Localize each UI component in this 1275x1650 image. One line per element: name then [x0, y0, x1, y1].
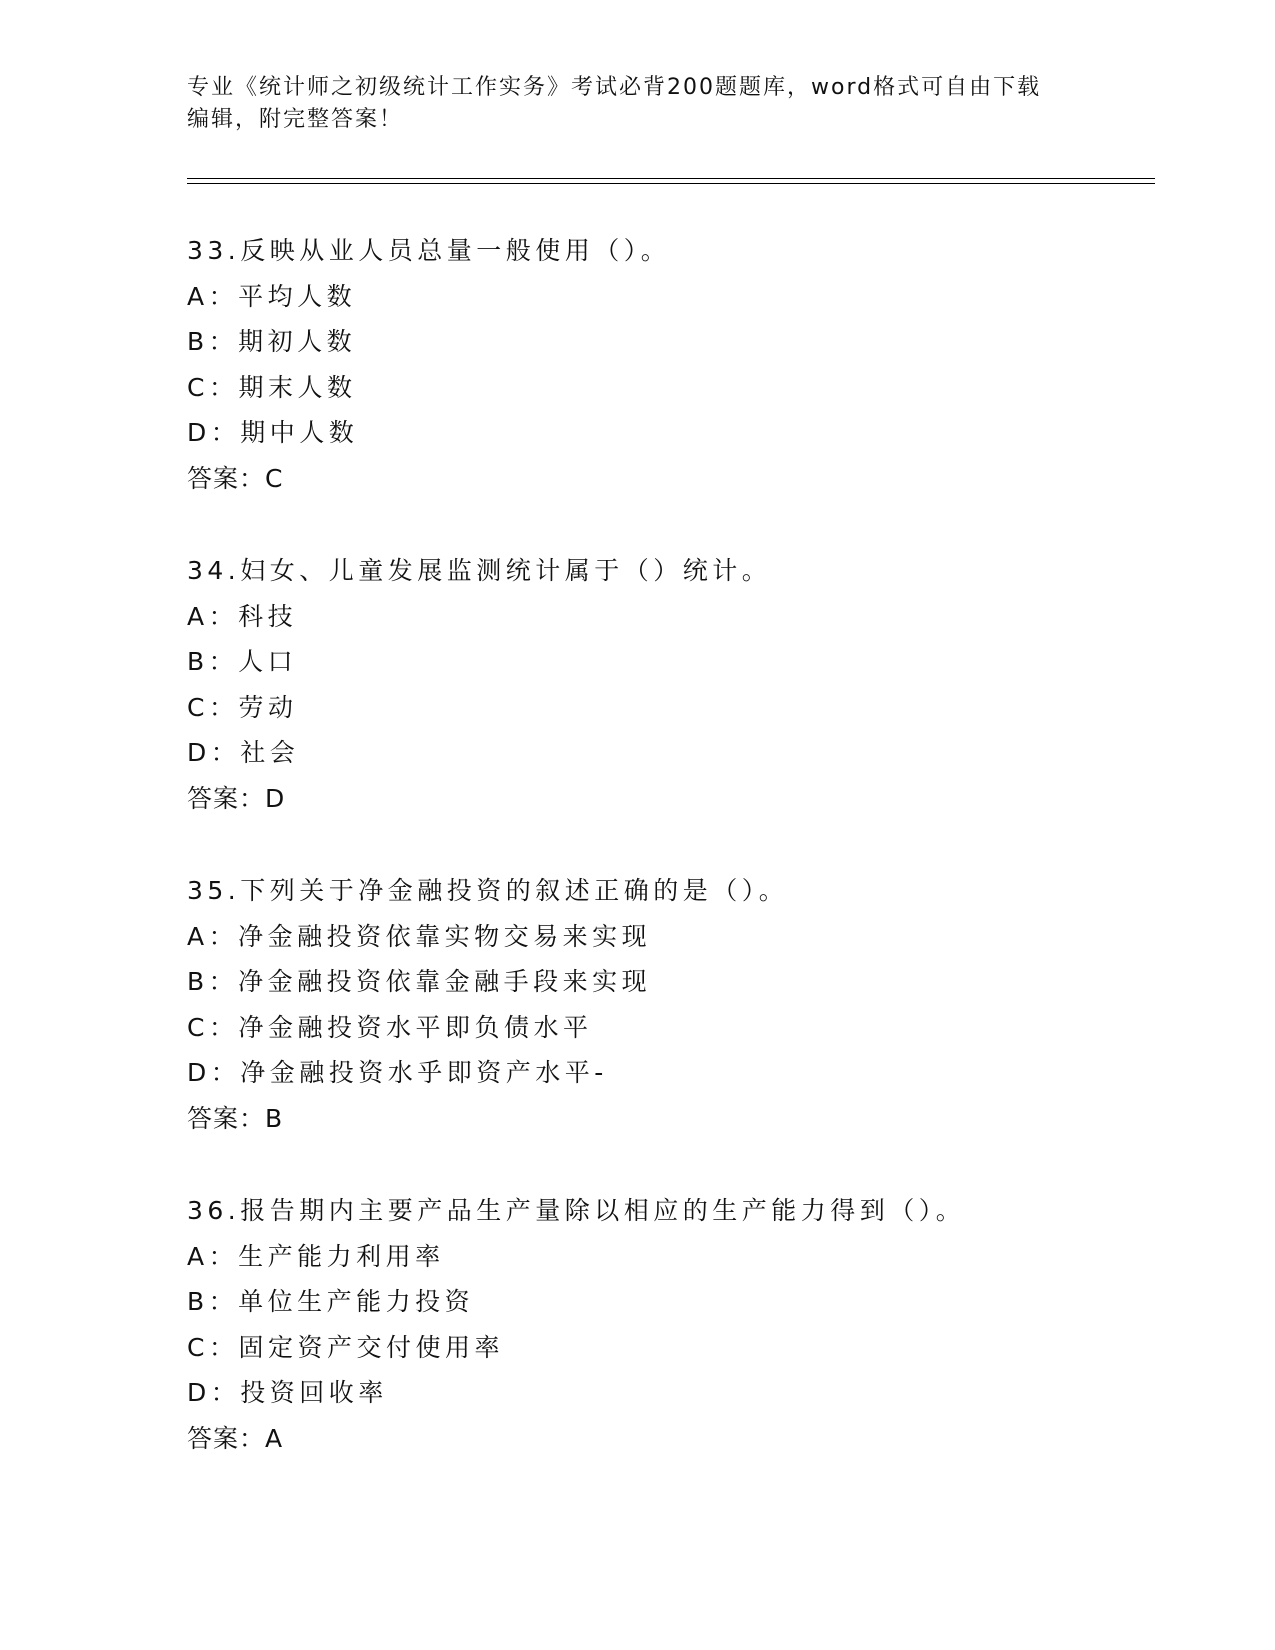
option-d: D：期中人数 [187, 418, 359, 447]
option-a: A：净金融投资依靠实物交易来实现 [187, 921, 652, 951]
header-divider-bottom [187, 183, 1155, 184]
option-b: B：期初人数 [187, 327, 357, 356]
question-34 [187, 548, 1147, 821]
answer-line: 答案：B [187, 1103, 284, 1133]
document-header [187, 72, 1087, 136]
option-a: A：科技 [187, 601, 298, 631]
option-a: A：生产能力利用率 [187, 1241, 445, 1271]
answer-line: 答案：C [187, 463, 284, 493]
option-d: D：社会 [187, 738, 300, 767]
header-divider-top [187, 178, 1155, 179]
option-b: B：人口 [187, 647, 298, 676]
question-stem: 34.妇女、儿童发展监测统计属于（）统计。 [187, 556, 772, 585]
option-c: C：劳动 [187, 692, 298, 722]
header-line-1: 专业《统计师之初级统计工作实务》考试必背200题题库，word格式可自由下载 [187, 75, 1042, 100]
option-c: C：净金融投资水平即负债水平 [187, 1012, 593, 1042]
question-35 [187, 868, 1147, 1141]
question-36 [187, 1188, 1147, 1461]
option-a: A：平均人数 [187, 281, 357, 311]
answer-line: 答案：D [187, 783, 286, 813]
option-c: C：期末人数 [187, 372, 357, 402]
option-d: D：投资回收率 [187, 1378, 388, 1407]
option-d: D：净金融投资水乎即资产水平- [187, 1058, 608, 1087]
question-33 [187, 228, 1147, 501]
option-b: B：净金融投资依靠金融手段来实现 [187, 967, 652, 996]
header-line-2: 编辑，附完整答案！ [187, 107, 404, 132]
answer-line: 答案：A [187, 1423, 284, 1453]
question-stem: 33.反映从业人员总量一般使用（）。 [187, 236, 671, 265]
option-b: B：单位生产能力投资 [187, 1287, 475, 1316]
question-stem: 35.下列关于净金融投资的叙述正确的是（）。 [187, 876, 789, 905]
question-stem: 36.报告期内主要产品生产量除以相应的生产能力得到（）。 [187, 1196, 966, 1225]
option-c: C：固定资产交付使用率 [187, 1332, 504, 1362]
